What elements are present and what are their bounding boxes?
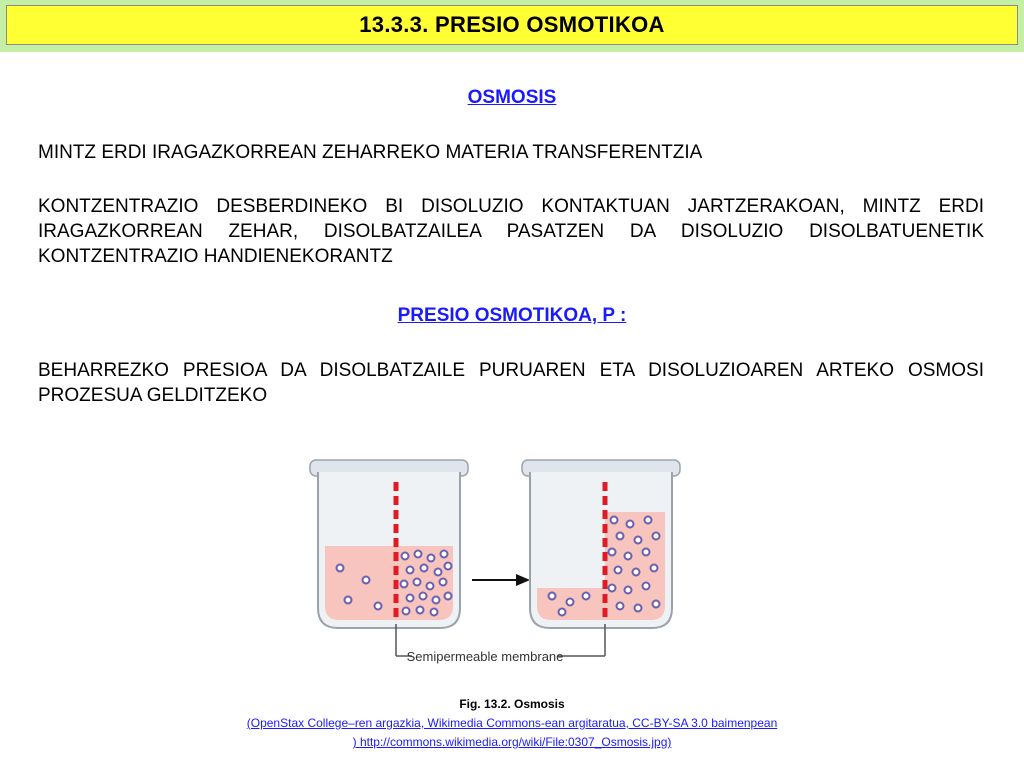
credit-line-1[interactable] xyxy=(0,716,1024,730)
title-bar xyxy=(6,5,1018,45)
credit-link-2[interactable]: ) http://commons.wikimedia.org/wiki/File:0307_Osmosis.jpg) xyxy=(352,735,672,749)
osmosis-figure xyxy=(300,450,700,675)
credit-link-1[interactable]: (OpenStax College–ren argazkia, Wikimedia Commons-ean argitaratua, CC-BY-SA 3.0 baimenpean xyxy=(246,716,778,730)
credit-line-2[interactable] xyxy=(0,735,1024,749)
osmosis-diagram xyxy=(300,450,700,675)
osmosis-definition: MINTZ ERDI IRAGAZKORREAN ZEHARREKO MATERIA TRANSFERENTZIA xyxy=(38,142,703,163)
osmotic-pressure-definition: BEHARREZKO PRESIOA DA DISOLBATZAILE PURUAREN ETA DISOLUZIOAREN ARTEKO OSMOSI PROZESUA GELDITZEKO xyxy=(38,360,984,406)
beaker-left xyxy=(310,460,468,628)
figure-caption: Fig. 13.2. Osmosis xyxy=(459,697,565,711)
title-frame xyxy=(0,0,1024,52)
membrane-label: Semipermeable membrane xyxy=(406,649,564,664)
page-title: 13.3.3. PRESIO OSMOTIKOA xyxy=(359,12,665,37)
osmotic-pressure-heading: PRESIO OSMOTIKOA, P : xyxy=(397,305,627,326)
osmosis-heading: OSMOSIS xyxy=(467,87,557,108)
osmosis-explanation: KONTZENTRAZIO DESBERDINEKO BI DISOLUZIO KONTAKTUAN JARTZERAKOAN, MINTZ ERDI IRAGAZKORREAN ZEHAR, DISOLBATZAILEA PASATZEN DA DISOLUZIO DISOLBATUENETIK KONTZENTRAZIO HANDIENEKORANTZ xyxy=(38,196,984,267)
arrow-right-icon xyxy=(472,574,530,586)
